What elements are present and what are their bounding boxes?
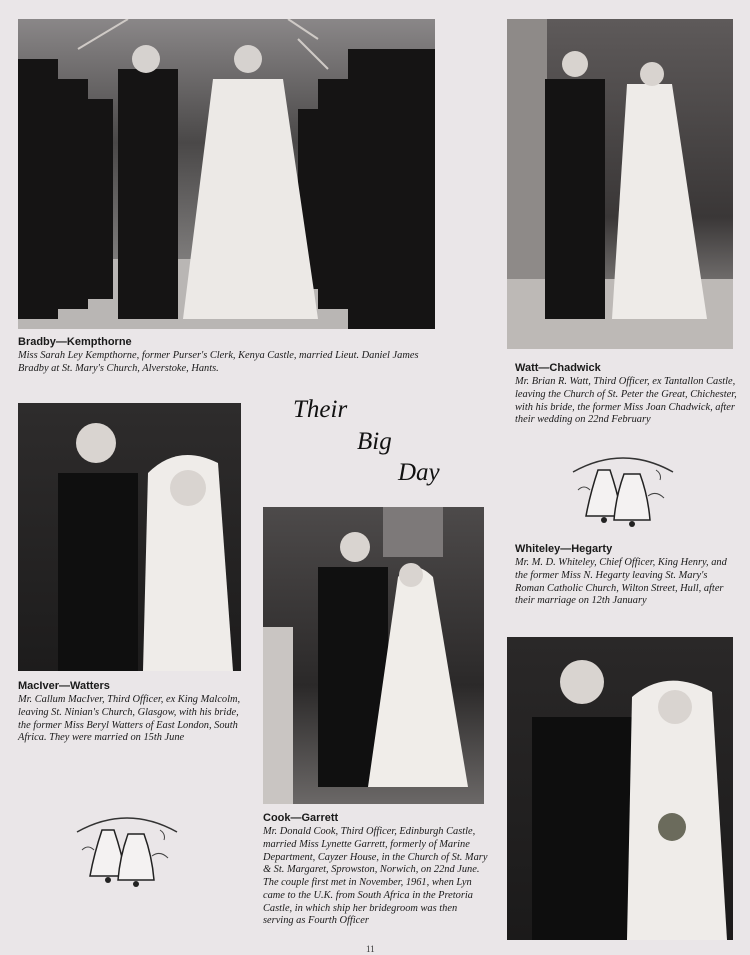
caption-title: Bradby—Kempthorne	[18, 336, 132, 348]
caption-title: Watt—Chadwick	[515, 362, 601, 374]
page-heading-line3: Day	[398, 459, 440, 486]
caption-body: Miss Sarah Ley Kempthorne, former Purser's Clerk, Kenya Castle, married Lieut. Daniel James Bradby at St. Mary's Church, Alverstoke, Hants.	[18, 350, 419, 375]
caption-maciver-watters	[18, 680, 246, 745]
caption-whiteley-hegarty	[515, 543, 737, 608]
photo-cook-garrett	[263, 507, 484, 804]
wedding-bells-icon	[72, 810, 182, 892]
caption-body: Mr. M. D. Whiteley, Chief Officer, King Henry, and the former Miss N. Hegarty leaving St. Mary's Roman Catholic Church, Wilton Street, Hull, after their marriage on 12th January	[515, 557, 727, 607]
caption-body: Mr. Callum MacIver, Third Officer, ex King Malcolm, leaving St. Ninian's Church, Glasgow, with his bride, the former Miss Beryl Watters of East London, South Africa. They were married on 15th June	[18, 694, 241, 744]
photo-maciver-watters	[18, 403, 241, 671]
photo-whiteley-hegarty	[507, 637, 733, 940]
page-heading-line2: Big	[357, 428, 392, 455]
caption-body: Mr. Brian R. Watt, Third Officer, ex Tantallon Castle, leaving the Church of St. Peter the Great, Chichester, with his bride, the former Miss Joan Chadwick, after their wedding on 22nd February	[515, 376, 737, 426]
page-number: 11	[366, 944, 375, 954]
caption-body: Mr. Donald Cook, Third Officer, Edinburgh Castle, married Miss Lynette Garrett, formerly of Marine Department, Cayzer House, in the Church of St. Mary & St. Margaret, Sprowston, Norwich, on 22nd June. The couple first met in November, 1961, when Lyn came to the U.K. from South Africa in the Pretoria Castle, in which ship her bridegroom was then serving as Fourth Officer	[263, 826, 488, 927]
photo-bradby-kempthorne	[18, 19, 435, 329]
caption-watt-chadwick	[515, 362, 737, 427]
caption-title: Cook—Garrett	[263, 812, 339, 824]
photo-watt-chadwick	[507, 19, 733, 349]
caption-title: MacIver—Watters	[18, 680, 110, 692]
caption-title: Whiteley—Hegarty	[515, 543, 613, 555]
caption-bradby-kempthorne	[18, 336, 438, 376]
wedding-bells-icon	[568, 450, 678, 532]
page-heading-line1: Their	[293, 396, 348, 423]
caption-cook-garrett	[263, 812, 488, 928]
